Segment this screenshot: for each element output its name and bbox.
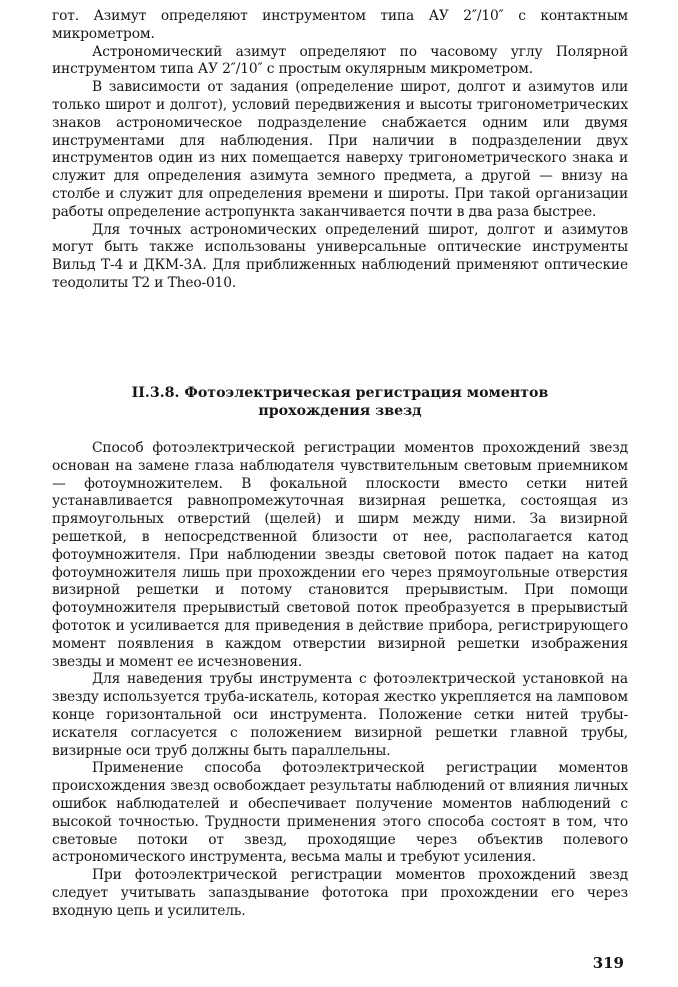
- bottom-text-block: [52, 440, 628, 921]
- paragraph-bottom-4: При фотоэлектрической регистрации моментов прохождений звезд следует учитывать запаздывание фототока при прохождении его через входную цепь и усилитель.: [52, 867, 628, 919]
- section-heading-line-2: прохождения звезд: [258, 403, 422, 419]
- paragraph-top-3: В зависимости от задания (определение широт, долгот и азимутов или только широт и долгот), условий передвижения и высоты тригонометрических знаков астрономическое подразделение снабжается одним или двумя инструментами для наблюдения. При наличии в подразделении двух инструментов один из них помещается наверху тригонометрического знака и служит для определения азимута земного предмета, а другой — внизу на столбе и служит для определения времени и широты. При такой организации работы определение астропункта заканчивается почти в два раза быстрее.: [52, 79, 628, 220]
- paragraph-top-1: гот. Азимут определяют инструментом типа АУ 2″/10″ с контактным микрометром.: [52, 8, 628, 42]
- section-heading: [52, 384, 628, 420]
- paragraph-bottom-2: Для наведения трубы инструмента с фотоэлектрической установкой на звезду используется труба-искатель, которая жестко укрепляется на ламповом конце горизонтальной оси инструмента. Положение сетки нитей трубы-искателя согласуется с положением визирной решетки главной трубы, визирные оси труб должны быть параллельны.: [52, 671, 628, 759]
- top-text-block: [52, 8, 628, 293]
- paragraph-top-2: Астрономический азимут определяют по часовому углу Полярной инструментом типа АУ 2″/10″ с простым окулярным микрометром.: [52, 43, 628, 78]
- paragraph-bottom-1: Способ фотоэлектрической регистрации моментов прохождений звезд основан на замене глаза наблюдателя чувствительным световым приемником — фотоумножителем. В фокальной плоскости вместо сетки нитей устанавливается равнопромежуточная визирная решетка, состоящая из прямоугольных отверстий (щелей) и ширм между ними. За визирной решеткой, в непосредственной близости от нее, располагается катод фотоумножителя. При наблюдении звезды световой поток падает на катод фотоумножителя лишь при прохождении его через прямоугольные отверстия визирной решетки и потому становится прерывистым. При помощи фотоумножителя прерывистый световой поток преобразуется в прерывистый фототок и усиливается для приведения в действие прибора, регистрирующего момент появления в каждом отверстии визирной решетки изображения звезды и момент ее исчезновения.: [52, 440, 628, 670]
- page-number: 319: [592, 954, 624, 972]
- section-heading-line-1: II.3.8. Фотоэлектрическая регистрация моментов: [131, 385, 549, 401]
- paragraph-bottom-3: Применение способа фотоэлектрической регистрации моментов происхождения звезд освобождает результаты наблюдений от влияния личных ошибок наблюдателей и обеспечивает получение моментов наблюдений с высокой точностью. Трудности применения этого способа состоят в том, что световые потоки от звезд, проходящие через объектив полевого астрономического инструмента, весьма малы и требуют усиления.: [52, 760, 628, 866]
- paragraph-top-4: Для точных астрономических определений широт, долгот и азимутов могут быть также использованы универсальные оптические инструменты Вильд Т-4 и ДКМ-3А. Для приближенных наблюдений применяют оптические теодолиты Т2 и Theo-010.: [52, 221, 628, 291]
- book-page: [52, 8, 628, 978]
